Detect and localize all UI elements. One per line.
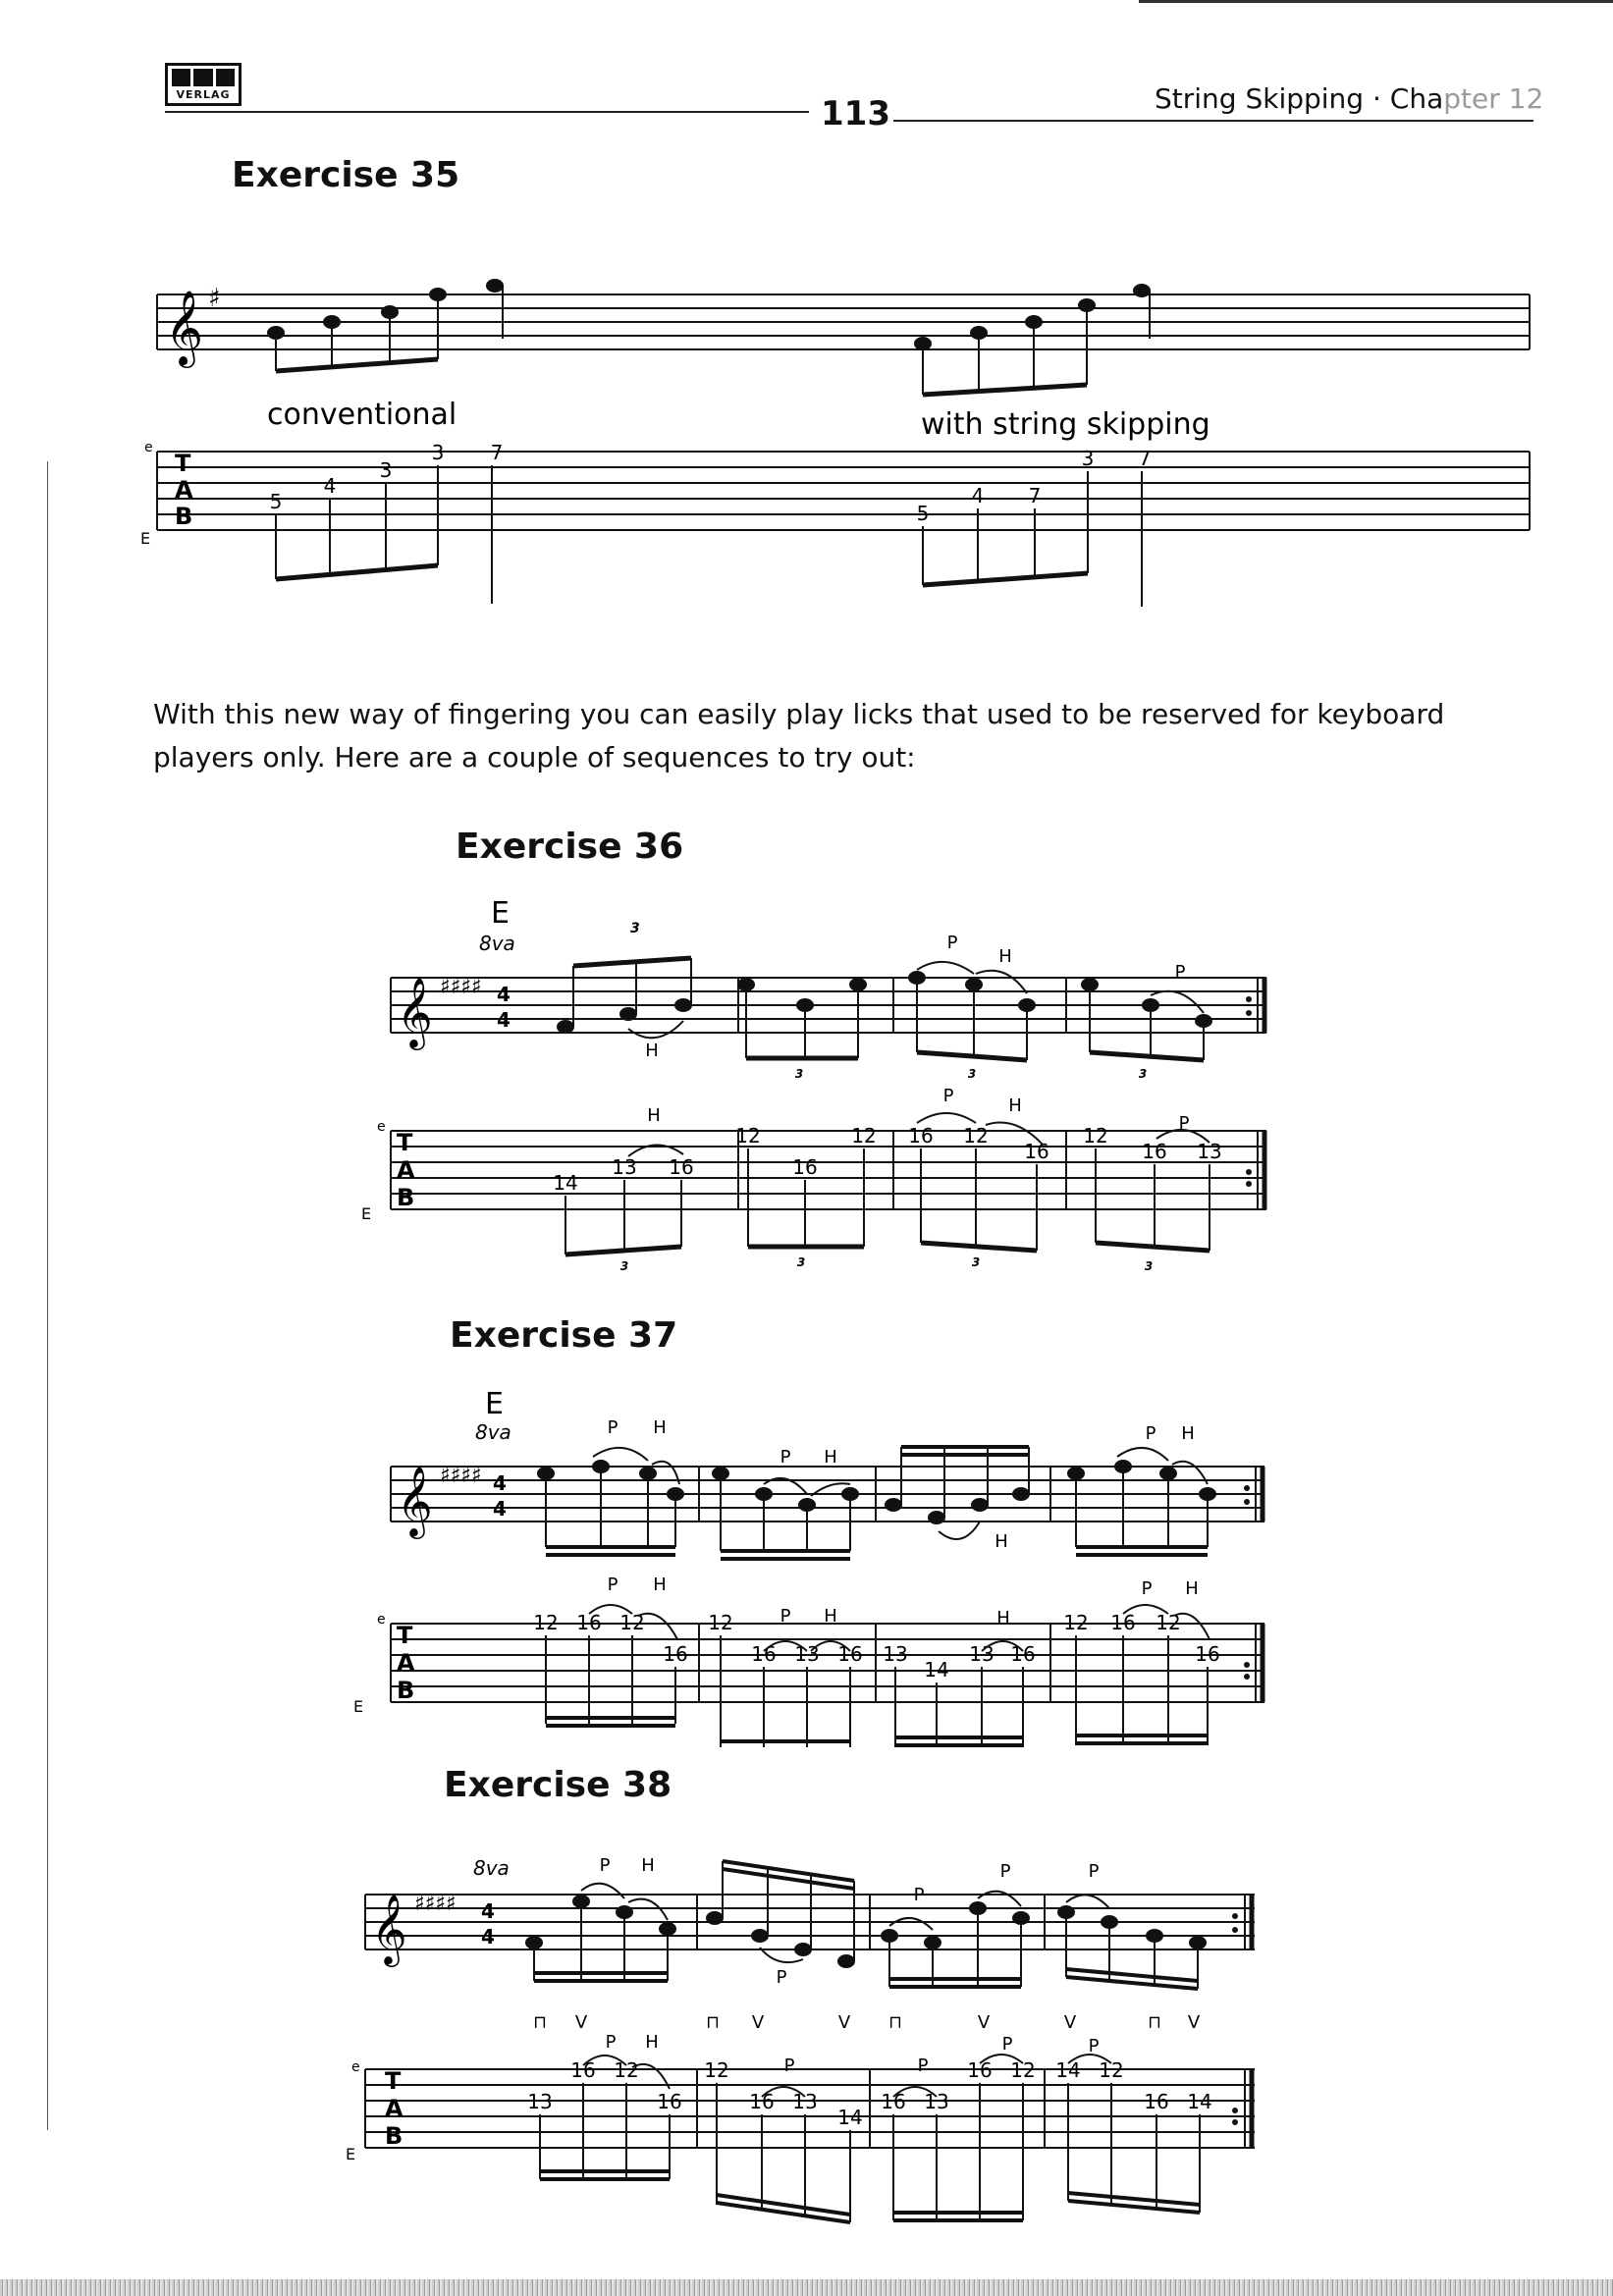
svg-text:12: 12 xyxy=(963,1124,989,1148)
svg-text:P: P xyxy=(780,1447,791,1468)
ex35-notes-skipping xyxy=(915,285,1150,395)
svg-text:12: 12 xyxy=(735,1124,761,1148)
svg-text:13: 13 xyxy=(612,1155,637,1179)
svg-text:16: 16 xyxy=(657,2090,682,2113)
ex37-chord: E xyxy=(485,1387,504,1421)
svg-text:16: 16 xyxy=(1144,2090,1169,2113)
svg-text:4: 4 xyxy=(971,484,985,507)
ex35-notes-conventional xyxy=(268,280,503,371)
svg-text:H: H xyxy=(824,1447,837,1468)
svg-text:H: H xyxy=(653,1575,667,1595)
svg-text:14: 14 xyxy=(837,2106,863,2129)
ex36-tab-staff xyxy=(391,1131,1266,1209)
svg-text:B: B xyxy=(175,503,193,530)
svg-text:16: 16 xyxy=(881,2090,906,2113)
svg-text:3: 3 xyxy=(794,1067,804,1081)
svg-text:P: P xyxy=(1141,1578,1153,1599)
svg-text:3: 3 xyxy=(619,1259,629,1273)
page-number: 113 xyxy=(821,94,890,133)
exercise-38-title: Exercise 38 xyxy=(444,1765,672,1805)
ex36-tab-clef xyxy=(397,1129,415,1211)
ex35-key-sharp: ♯ xyxy=(208,284,221,313)
svg-text:13: 13 xyxy=(792,2090,818,2113)
ex36-chord: E xyxy=(491,896,510,931)
svg-text:16: 16 xyxy=(669,1155,694,1179)
svg-text:3: 3 xyxy=(431,441,445,464)
svg-text:P: P xyxy=(946,933,958,953)
exercise-38-notation xyxy=(0,1845,1613,2277)
ex38-string-e-low: E xyxy=(346,2145,356,2163)
svg-text:P: P xyxy=(917,2056,929,2076)
svg-text:H: H xyxy=(647,1105,661,1126)
ex35-tab-staff xyxy=(157,452,1530,530)
ex35-treble-clef: 𝄞 xyxy=(165,290,204,365)
ex38-key-signature: ♯♯♯♯ xyxy=(414,1892,457,1916)
svg-text:P: P xyxy=(999,1861,1011,1882)
svg-text:12: 12 xyxy=(533,1611,559,1634)
exercise-35-title: Exercise 35 xyxy=(232,155,460,195)
svg-text:A: A xyxy=(397,1649,415,1677)
svg-text:14: 14 xyxy=(1055,2058,1081,2082)
svg-text:16: 16 xyxy=(576,1611,602,1634)
svg-text:⊓: ⊓ xyxy=(887,2012,903,2033)
svg-text:3: 3 xyxy=(379,458,393,482)
svg-text:T: T xyxy=(397,1622,413,1649)
ex35-staff xyxy=(157,294,1530,349)
svg-text:16: 16 xyxy=(908,1124,934,1148)
svg-text:16: 16 xyxy=(837,1642,863,1666)
ex35-string-e-low: E xyxy=(140,529,151,548)
ex36-staff xyxy=(391,978,1266,1033)
svg-text:13: 13 xyxy=(969,1642,995,1666)
ex38-time-bottom: 4 xyxy=(481,1925,495,1949)
svg-text:V: V xyxy=(1187,2012,1201,2033)
svg-text:H: H xyxy=(1181,1423,1195,1444)
svg-text:16: 16 xyxy=(792,1155,818,1179)
svg-text:14: 14 xyxy=(553,1171,578,1195)
ex36-triplet-marks-staff xyxy=(795,1067,1147,1081)
running-head: String Skipping · Chapter 12 xyxy=(1155,82,1544,115)
svg-text:T: T xyxy=(175,450,191,477)
svg-text:4: 4 xyxy=(323,474,337,498)
svg-text:12: 12 xyxy=(708,1611,733,1634)
svg-text:7: 7 xyxy=(490,441,504,464)
svg-text:13: 13 xyxy=(1197,1140,1222,1163)
svg-text:P: P xyxy=(1001,2034,1013,2055)
ex36-repeat-dots xyxy=(1246,996,1252,1187)
svg-text:3: 3 xyxy=(1138,1067,1148,1081)
ex36-octave: 8va xyxy=(479,932,515,955)
svg-text:⊓: ⊓ xyxy=(532,2012,548,2033)
svg-text:7: 7 xyxy=(1028,484,1042,507)
svg-text:T: T xyxy=(385,2067,402,2095)
svg-text:13: 13 xyxy=(883,1642,908,1666)
svg-text:H: H xyxy=(1008,1095,1022,1116)
svg-text:B: B xyxy=(385,2122,403,2150)
svg-text:3: 3 xyxy=(967,1067,977,1081)
svg-text:3: 3 xyxy=(1144,1259,1154,1273)
exercise-35-notation xyxy=(0,0,1613,628)
ex36-string-e-high: e xyxy=(377,1119,386,1135)
ex37-treble-clef: 𝄞 xyxy=(397,1465,433,1536)
svg-text:P: P xyxy=(783,2056,795,2076)
ex36-time-top: 4 xyxy=(497,983,511,1006)
ex36-fret-numbers xyxy=(553,1124,1221,1195)
svg-text:V: V xyxy=(574,2012,588,2033)
ex38-notes xyxy=(526,1861,1206,1989)
svg-text:P: P xyxy=(607,1575,618,1595)
svg-text:13: 13 xyxy=(794,1642,820,1666)
svg-text:P: P xyxy=(599,1855,611,1876)
svg-text:12: 12 xyxy=(1156,1611,1181,1634)
svg-text:P: P xyxy=(607,1417,618,1438)
svg-text:16: 16 xyxy=(751,1642,777,1666)
svg-text:16: 16 xyxy=(1110,1611,1136,1634)
ex38-string-e-high: e xyxy=(351,2059,360,2075)
ex36-tab-stems xyxy=(565,1148,1210,1255)
svg-text:A: A xyxy=(397,1156,415,1184)
svg-text:5: 5 xyxy=(269,490,283,513)
ex37-octave: 8va xyxy=(475,1420,511,1444)
svg-text:5: 5 xyxy=(916,502,930,525)
ex36-treble-clef: 𝄞 xyxy=(397,976,433,1047)
svg-text:12: 12 xyxy=(1010,2058,1036,2082)
svg-text:P: P xyxy=(1178,1113,1190,1134)
svg-text:V: V xyxy=(751,2012,765,2033)
ex36-time-bottom: 4 xyxy=(497,1008,511,1032)
svg-text:H: H xyxy=(641,1855,655,1876)
ex35-tab-clef xyxy=(175,450,193,530)
svg-text:14: 14 xyxy=(1187,2090,1212,2113)
svg-text:12: 12 xyxy=(619,1611,645,1634)
svg-text:V: V xyxy=(977,2012,991,2033)
ex35-label-conventional: conventional xyxy=(267,398,457,432)
svg-text:P: P xyxy=(1145,1423,1156,1444)
scan-edge-bottom xyxy=(0,2279,1613,2296)
svg-text:12: 12 xyxy=(1063,1611,1089,1634)
svg-text:P: P xyxy=(1088,2036,1100,2056)
svg-text:P: P xyxy=(942,1086,954,1106)
ex37-tab-staff xyxy=(391,1624,1264,1702)
svg-text:H: H xyxy=(824,1606,837,1627)
svg-text:P: P xyxy=(780,1606,791,1627)
ex37-string-e-low: E xyxy=(353,1697,364,1716)
svg-text:H: H xyxy=(995,1531,1008,1552)
svg-text:P: P xyxy=(1088,1861,1100,1882)
svg-text:P: P xyxy=(605,2032,617,2053)
ex37-staff xyxy=(391,1467,1264,1522)
exercise-36-title: Exercise 36 xyxy=(456,827,684,867)
svg-text:3: 3 xyxy=(1081,447,1095,470)
svg-text:16: 16 xyxy=(1142,1140,1167,1163)
svg-text:H: H xyxy=(998,946,1012,967)
svg-text:16: 16 xyxy=(1010,1642,1036,1666)
svg-text:16: 16 xyxy=(1024,1140,1049,1163)
logo-text: VERLAG xyxy=(176,88,231,101)
svg-text:⊓: ⊓ xyxy=(1147,2012,1162,2033)
svg-text:3: 3 xyxy=(971,1255,981,1269)
ex37-time-bottom: 4 xyxy=(493,1497,507,1521)
exercise-37-title: Exercise 37 xyxy=(450,1315,678,1356)
ex35-string-e-high: e xyxy=(144,440,153,455)
ex35-tab-stems xyxy=(276,465,1142,607)
svg-text:12: 12 xyxy=(1083,1124,1108,1148)
svg-text:⊓: ⊓ xyxy=(705,2012,721,2033)
exercise-36-notation xyxy=(0,883,1613,1296)
svg-text:16: 16 xyxy=(967,2058,993,2082)
svg-text:B: B xyxy=(397,1677,415,1704)
svg-text:3: 3 xyxy=(796,1255,806,1269)
svg-text:P: P xyxy=(776,1967,787,1988)
ex36-triplet-mark: 3 xyxy=(630,921,640,936)
svg-text:V: V xyxy=(1063,2012,1077,2033)
svg-text:P: P xyxy=(913,1885,925,1905)
svg-text:V: V xyxy=(837,2012,851,2033)
ex37-repeat-dots xyxy=(1244,1485,1250,1680)
svg-text:B: B xyxy=(397,1184,415,1211)
ex35-label-skipping: with string skipping xyxy=(921,407,1210,442)
ex36-string-e-low: E xyxy=(361,1204,372,1223)
svg-text:A: A xyxy=(175,476,193,504)
ex38-tab-clef xyxy=(385,2067,403,2150)
svg-text:12: 12 xyxy=(1099,2058,1124,2082)
ex37-time-top: 4 xyxy=(493,1471,507,1495)
ex36-staff-articulations xyxy=(645,933,1185,1061)
ex38-pick-strokes xyxy=(533,2012,1201,2033)
svg-text:H: H xyxy=(645,2032,659,2053)
svg-text:H: H xyxy=(653,1417,667,1438)
svg-text:P: P xyxy=(1174,962,1186,983)
ex38-treble-clef: 𝄞 xyxy=(371,1893,407,1964)
ex37-key-signature: ♯♯♯♯ xyxy=(440,1464,482,1488)
svg-text:H: H xyxy=(1185,1578,1199,1599)
svg-text:H: H xyxy=(996,1608,1010,1629)
ex38-octave: 8va xyxy=(473,1856,510,1880)
ex37-tab-clef xyxy=(397,1622,415,1704)
svg-text:T: T xyxy=(397,1129,413,1156)
ex38-time-top: 4 xyxy=(481,1899,495,1923)
ex37-string-e-high: e xyxy=(377,1612,386,1628)
svg-text:12: 12 xyxy=(704,2058,729,2082)
svg-text:13: 13 xyxy=(527,2090,553,2113)
svg-text:16: 16 xyxy=(663,1642,688,1666)
svg-text:16: 16 xyxy=(1195,1642,1220,1666)
svg-text:12: 12 xyxy=(614,2058,639,2082)
svg-text:A: A xyxy=(385,2095,403,2122)
ex36-triplet-marks-tab xyxy=(620,1255,1153,1273)
svg-text:12: 12 xyxy=(851,1124,877,1148)
ex36-key-signature: ♯♯♯♯ xyxy=(440,975,482,999)
svg-text:14: 14 xyxy=(924,1658,949,1682)
exercise-37-notation xyxy=(0,1374,1613,1747)
svg-text:H: H xyxy=(645,1041,659,1061)
svg-text:16: 16 xyxy=(570,2058,596,2082)
svg-text:7: 7 xyxy=(1138,447,1152,470)
ex38-repeat-dots xyxy=(1232,1913,1238,2125)
svg-text:13: 13 xyxy=(924,2090,949,2113)
intro-paragraph: With this new way of fingering you can easily play licks that used to be reserved for keyboard players only. Here are a couple of sequences to try out: xyxy=(153,698,1445,774)
svg-text:16: 16 xyxy=(749,2090,775,2113)
